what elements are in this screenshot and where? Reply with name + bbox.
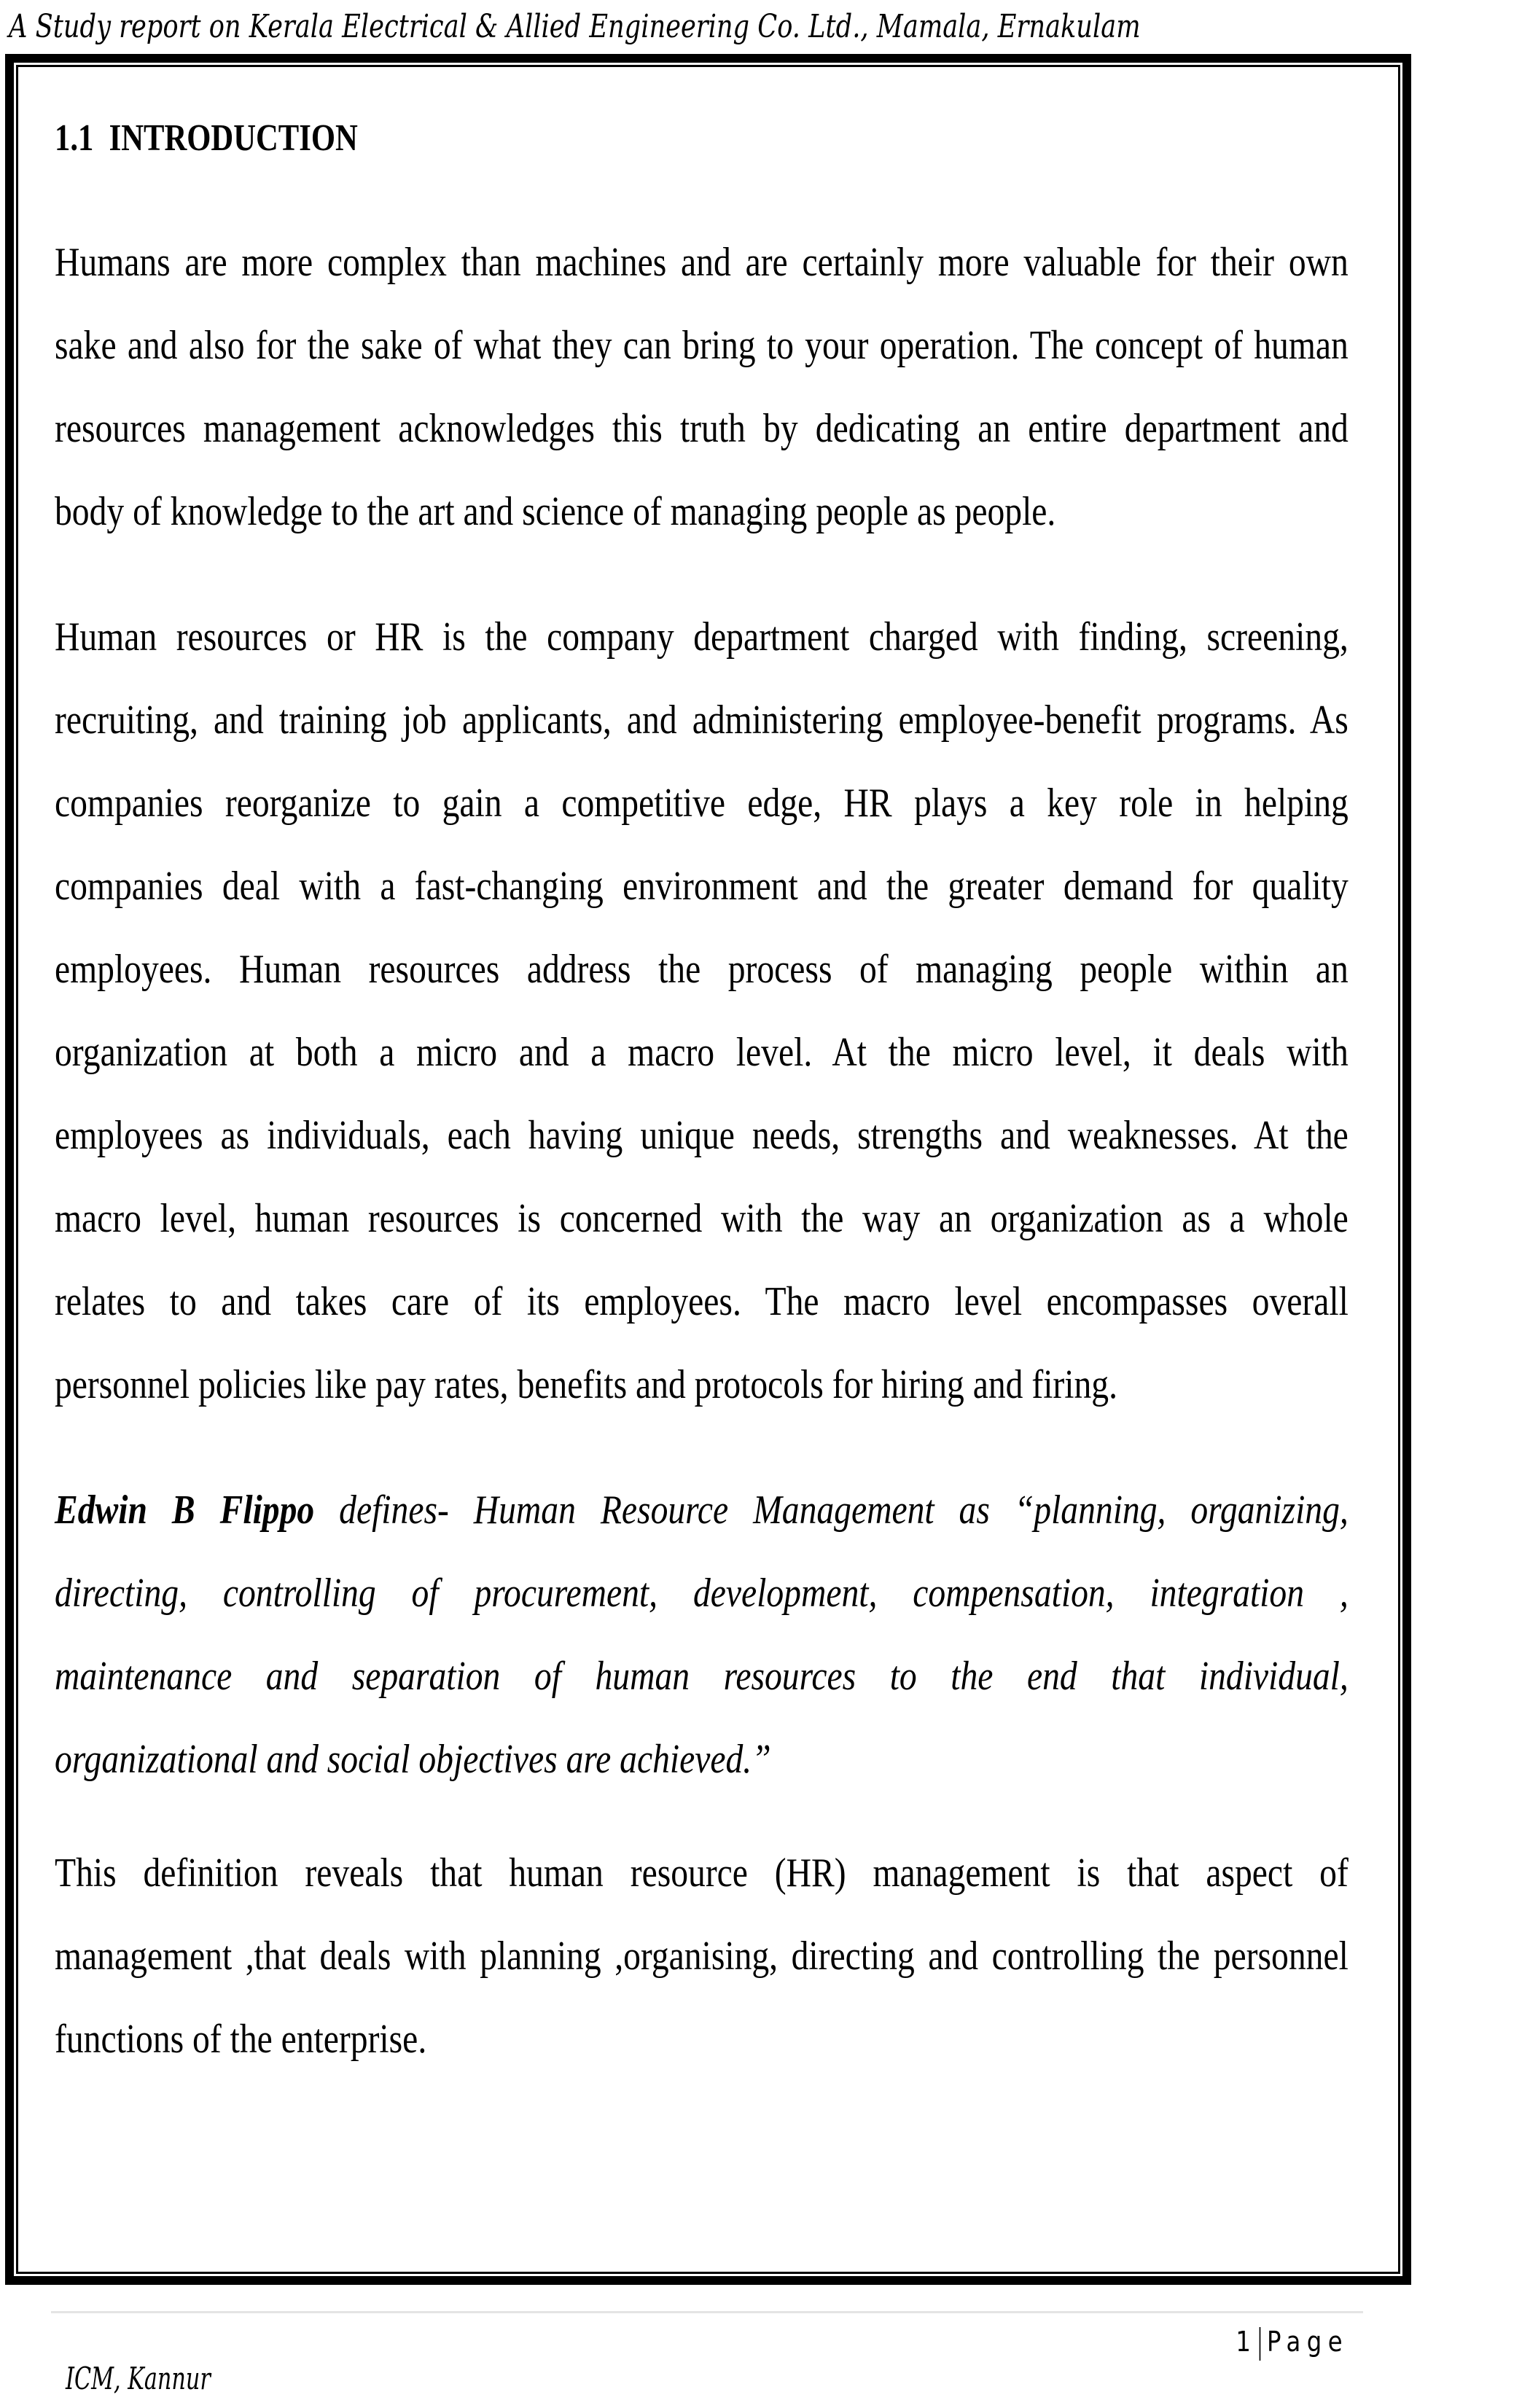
footer-divider	[51, 2311, 1363, 2313]
quote-author: Edwin B Flippo	[55, 1488, 315, 1533]
text-line: directing, controlling of procurement, development, compensation, integration ,	[55, 1571, 1349, 1616]
text-line: employees as individuals, each having unique needs, strengths and weaknesses. At the	[55, 1113, 1349, 1158]
page-separator	[1260, 2327, 1261, 2361]
section-number: 1.1	[55, 117, 94, 159]
running-header: A Study report on Kerala Electrical & Allied Engineering Co. Ltd., Mamala, Ernakulam	[9, 8, 1141, 45]
footer-institution: ICM, Kannur	[66, 2361, 211, 2396]
text-line: Humans are more complex than machines and are certainly more valuable for their own	[55, 240, 1349, 285]
text-line: companies deal with a fast-changing environment and the greater demand for quality	[55, 864, 1349, 909]
text-line: Edwin B Flippo defines- Human Resource Management as “planning, organizing,	[55, 1488, 1349, 1533]
text-line: organization at both a micro and a macro level. At the micro level, it deals with	[55, 1030, 1349, 1075]
text-line: employees. Human resources address the process of managing people within an	[55, 947, 1349, 992]
text-line: body of knowledge to the art and science of managing people as people.	[55, 489, 1056, 534]
section-heading	[55, 113, 358, 164]
text-line: organizational and social objectives are achieved.”	[55, 1737, 771, 1782]
text-line: This definition reveals that human resource (HR) management is that aspect of	[55, 1850, 1349, 1896]
text-line: sake and also for the sake of what they can bring to your operation. The concept of human	[55, 323, 1349, 368]
text-line: companies reorganize to gain a competitive edge, HR plays a key role in helping	[55, 781, 1349, 826]
text-line: functions of the enterprise.	[55, 2017, 427, 2062]
text-line: management ,that deals with planning ,organising, directing and controlling the personnel	[55, 1934, 1349, 1979]
text-line: maintenance and separation of human resources to the end that individual,	[55, 1654, 1349, 1699]
text-line: relates to and takes care of its employees. The macro level encompasses overall	[55, 1279, 1349, 1324]
section-title: INTRODUCTION	[109, 117, 358, 159]
page-number: 1 Page	[1236, 2320, 1349, 2364]
text-line: Human resources or HR is the company department charged with finding, screening,	[55, 614, 1349, 660]
text-line: personnel policies like pay rates, benefits and protocols for hiring and firing.	[55, 1362, 1118, 1407]
text-line: recruiting, and training job applicants, and administering employee-benefit programs. As	[55, 697, 1349, 743]
text-line: resources management acknowledges this truth by dedicating an entire department and	[55, 406, 1349, 451]
text-line: macro level, human resources is concerned with the way an organization as a whole	[55, 1196, 1349, 1241]
